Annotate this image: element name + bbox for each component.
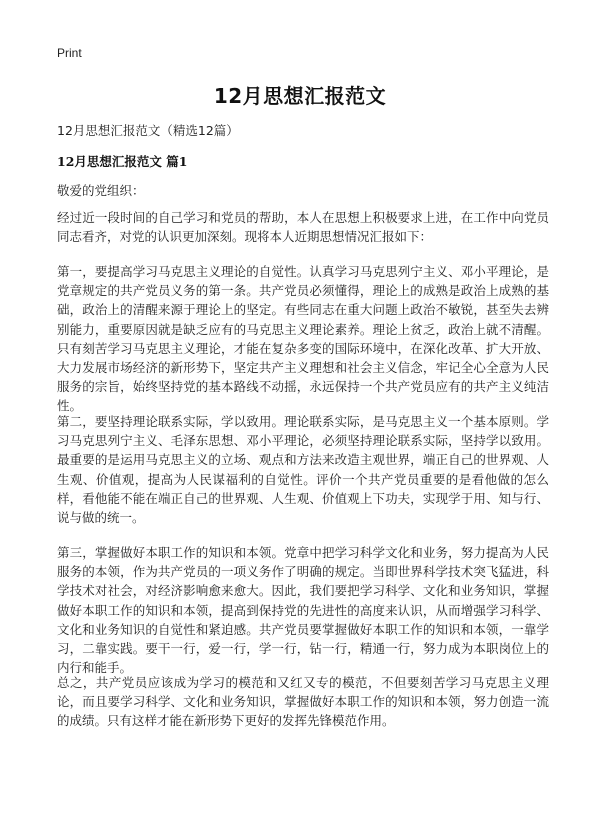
paragraph-conclusion: 总之，共产党员应该成为学习的模范和又红又专的模范，不但要刻苦学习马克思主义理论，而且要学习科学、文化和业务知识，掌握做好本职工作的知识和本领，努力创造一流的成绩。只有这样才能在新形势下更好的发挥先锋模范作用。 [57,675,549,729]
paragraph-first: 第一，要提高学习马克思主义理论的自觉性。认真学习马克思列宁主义、邓小平理论，是党章规定的共产党员义务的第一条。共产党员必须懂得，理论上的成熟是政治上成熟的基础，政治上的清醒来源于理论上的坚定。有些同志在重大问题上政治不敏锐，甚至失去辨别能力，重要原因就是缺乏应有的马克思主义理论素养。理论上贫乏，政治上就不清醒。只有刻苦学习马克思主义理论，才能在复杂多变的国际环境中，在深化改革、扩大开放、大力发展市场经济的新形势下，坚定共产主义理想和社会主义信念，牢记全心全意为人民服务的宗旨，始终坚持党的基本路线不动摇，永远保持一个共产党员应有的共产主义纯洁性。 [57,264,549,414]
section-heading: 12月思想汇报范文 篇1 [57,154,188,169]
paragraph-intro: 经过近一段时间的自己学习和党员的帮助，本人在思想上积极要求上进，在工作中向党员同志看齐，对党的认识更加深刻。现将本人近期思想情况汇报如下： [57,210,549,245]
paragraph-third: 第三，掌握做好本职工作的知识和本领。党章中把学习科学文化和业务，努力提高为人民服务的本领，作为共产党员的一项义务作了明确的规定。当即世界科学技术突飞猛进，科学技术对社会，对经济影响愈来愈大。因此，我们要把学习科学、文化和业务知识，掌握做好本职工作的知识和本领，提高到保持党的先进性的高度来认识，从而增强学习科学、文化和业务知识的自觉性和紧迫感。共产党员要掌握做好本职工作的知识和本领，一靠学习，二靠实践。要干一行，爱一行，学一行，钻一行，精通一行，努力成为本职岗位上的内行和能手。 [57,545,549,676]
greeting-line: 敬爱的党组织： [57,183,145,198]
print-link[interactable]: Print [57,46,82,60]
page-title: 12月思想汇报范文 [213,84,387,108]
paragraph-second: 第二，要坚持理论联系实际，学以致用。理论联系实际，是马克思主义一个基本原则。学习马克思列宁主义、毛泽东思想、邓小平理论，必须坚持理论联系实际，坚持学以致用。最重要的是运用马克思主义的立场、观点和方法来改造主观世界，端正自己的世界观、人生观、价值观，提高为人民谋福利的自觉性。评价一个共产党员重要的是看他做的怎么样，看他能不能在端正自己的世界观、人生观、价值观上下功夫，实现学于用、知与行、说与做的统一。 [57,414,549,526]
document-subtitle: 12月思想汇报范文（精选12篇） [57,123,239,138]
